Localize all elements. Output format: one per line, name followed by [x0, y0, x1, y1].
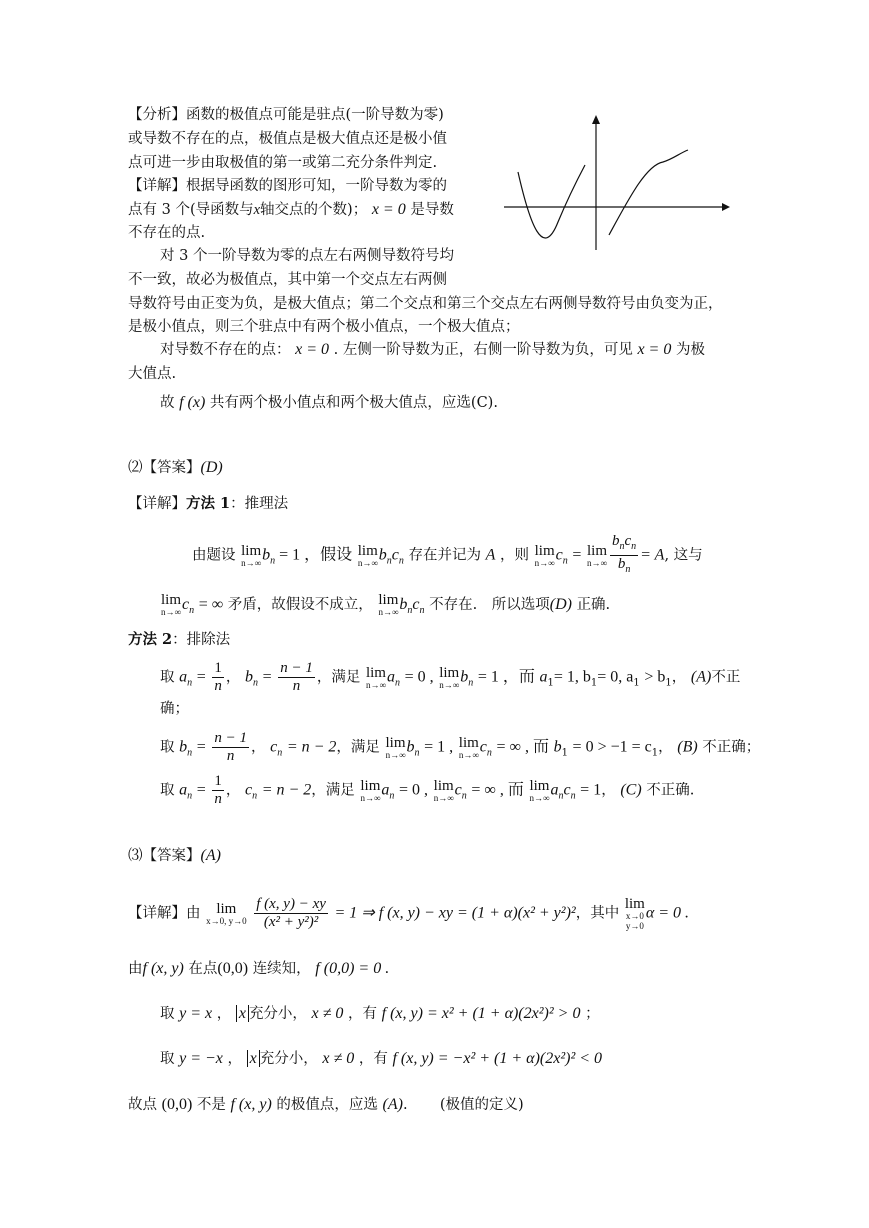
- fraction-bc-over-b: $\frac{b_nc_n}{b_n}$: [612, 533, 637, 575]
- q2-method1-header: 【详解】方法 1：推理法: [128, 495, 289, 512]
- q3-conclusion: 故点 (0,0) 不是 f (x, y) 的极值点，应选 (A). (极值的定义): [128, 1096, 524, 1113]
- analysis-line-13: 故 f (x) 共有两个极小值点和两个极大值点，应选(C).: [160, 394, 498, 411]
- analysis-line-5: 点有 3 个(导函数与x轴交点的个数)； x = 0 是导数: [128, 201, 454, 218]
- analysis-line-7: 对 3 个一阶导数为零的点左右两侧导数符号均: [160, 248, 454, 264]
- q3-case-y-equals-minus-x: 取 y = −x ， x 充分小， x ≠ 0 ，有 f (x, y) = −x² + (1 + α)(2x²)² < 0: [160, 1050, 603, 1067]
- q3-case-y-equals-x: 取 y = x ， x 充分小， x ≠ 0 ，有 f (x, y) = x² + (1 + α)(2x²)² > 0 ；: [160, 1005, 600, 1022]
- q2-reasoning-line-2: lim n→∞ $c_n$ = ∞ 矛盾，故假设不成立， lim n→∞ $b_nc_n$ 不存在. 所以选项(D) 正确.: [161, 592, 611, 617]
- q2-reasoning-line-1: 由题设 lim n→∞ $b_n = 1$ ，假设 lim n→∞ $b_nc_n$ 存在并记为 A ，则 lim n→∞ $c_n$ = lim n→∞ $\frac{b_nc_n}{b_n}$ = A, 这与: [192, 533, 703, 578]
- q2-counterexample-2: 取 $b_n$ = $\frac{n - 1}{n}$ ， $c_n = n - 2$，满足 lim n→∞ $b_n = 1$ , lim n→∞ $c_n$ = ∞ , 而 $b_1 = 0 > -1 = c_1$， (B) 不正确；: [160, 730, 761, 764]
- q3-detail-line: 【详解】由 lim x→0, y→0 $\frac{f (x, y) - xy}{\text{(x² + y²)²}}$ = 1 ⇒ f (x, y) − xy = (1 + α)(x² + y²)²，其中 lim x→0 y→0 α = 0 .: [128, 895, 690, 931]
- analysis-line-11: 对导数不存在的点： x = 0 . 左侧一阶导数为正，右侧一阶导数为负，可见 x = 0 为极: [160, 341, 705, 358]
- derivative-curve-right: [609, 150, 688, 235]
- q3-answer-header: ⑶【答案】(A): [128, 847, 221, 864]
- x-axis-arrow: [722, 203, 730, 211]
- analysis-line-3: 点可进一步由取极值的第一或第二充分条件判定.: [128, 155, 438, 171]
- fraction-limit: $\frac{f (x, y) - xy}{\text{(x² + y²)²}}$: [256, 896, 326, 930]
- q2-answer-header: ⑵【答案】(D): [128, 459, 223, 476]
- derivative-graph-figure: [498, 110, 738, 260]
- analysis-line-1: 【分析】函数的极值点可能是驻点(一阶导数为零): [128, 107, 444, 123]
- derivative-curve-left: [518, 165, 585, 238]
- y-axis-arrow: [592, 115, 600, 124]
- q2-method2-header: 方法 2：排除法: [128, 631, 231, 648]
- analysis-line-9: 导数符号由正变为负，是极大值点；第二个交点和第三个交点左右两侧导数符号由负变为正，: [128, 296, 723, 312]
- analysis-line-8: 不一致，故必为极值点，其中第一个交点左右两侧: [128, 272, 447, 288]
- analysis-line-12: 大值点.: [128, 366, 177, 382]
- q2-counterexample-1: 取 $a_n$ = $\frac{1}{n}$ ， $b_n$ = $\frac{n - 1}{n}$ ，满足 lim n→∞ $a_n = 0$ , lim n→∞ $b_n = 1$ ，而 $a_1= 1$, $b_1= 0$, $a_1 > b_1$， (A)不正: [160, 660, 741, 694]
- analysis-line-4: 【详解】根据导函数的图形可知，一阶导数为零的: [128, 178, 447, 194]
- q3-continuity-line: 由f (x, y) 在点(0,0) 连续知， f (0,0) = 0 .: [128, 960, 390, 977]
- analysis-line-2: 或导数不存在的点，极值点是极大值点还是极小值: [128, 131, 447, 147]
- analysis-line-10: 是极小值点，则三个驻点中有两个极小值点，一个极大值点；: [128, 319, 520, 335]
- q2-counterexample-1-wrap: 确；: [160, 701, 189, 717]
- analysis-line-6: 不存在的点.: [128, 225, 206, 241]
- q2-counterexample-3: 取 $a_n$ = $\frac{1}{n}$ ， $c_n = n - 2$，满足 lim n→∞ $a_n = 0$ , lim n→∞ $c_n$ = ∞ , 而 lim n→∞ $a_nc_n = 1$， (C) 不正确.: [160, 773, 695, 807]
